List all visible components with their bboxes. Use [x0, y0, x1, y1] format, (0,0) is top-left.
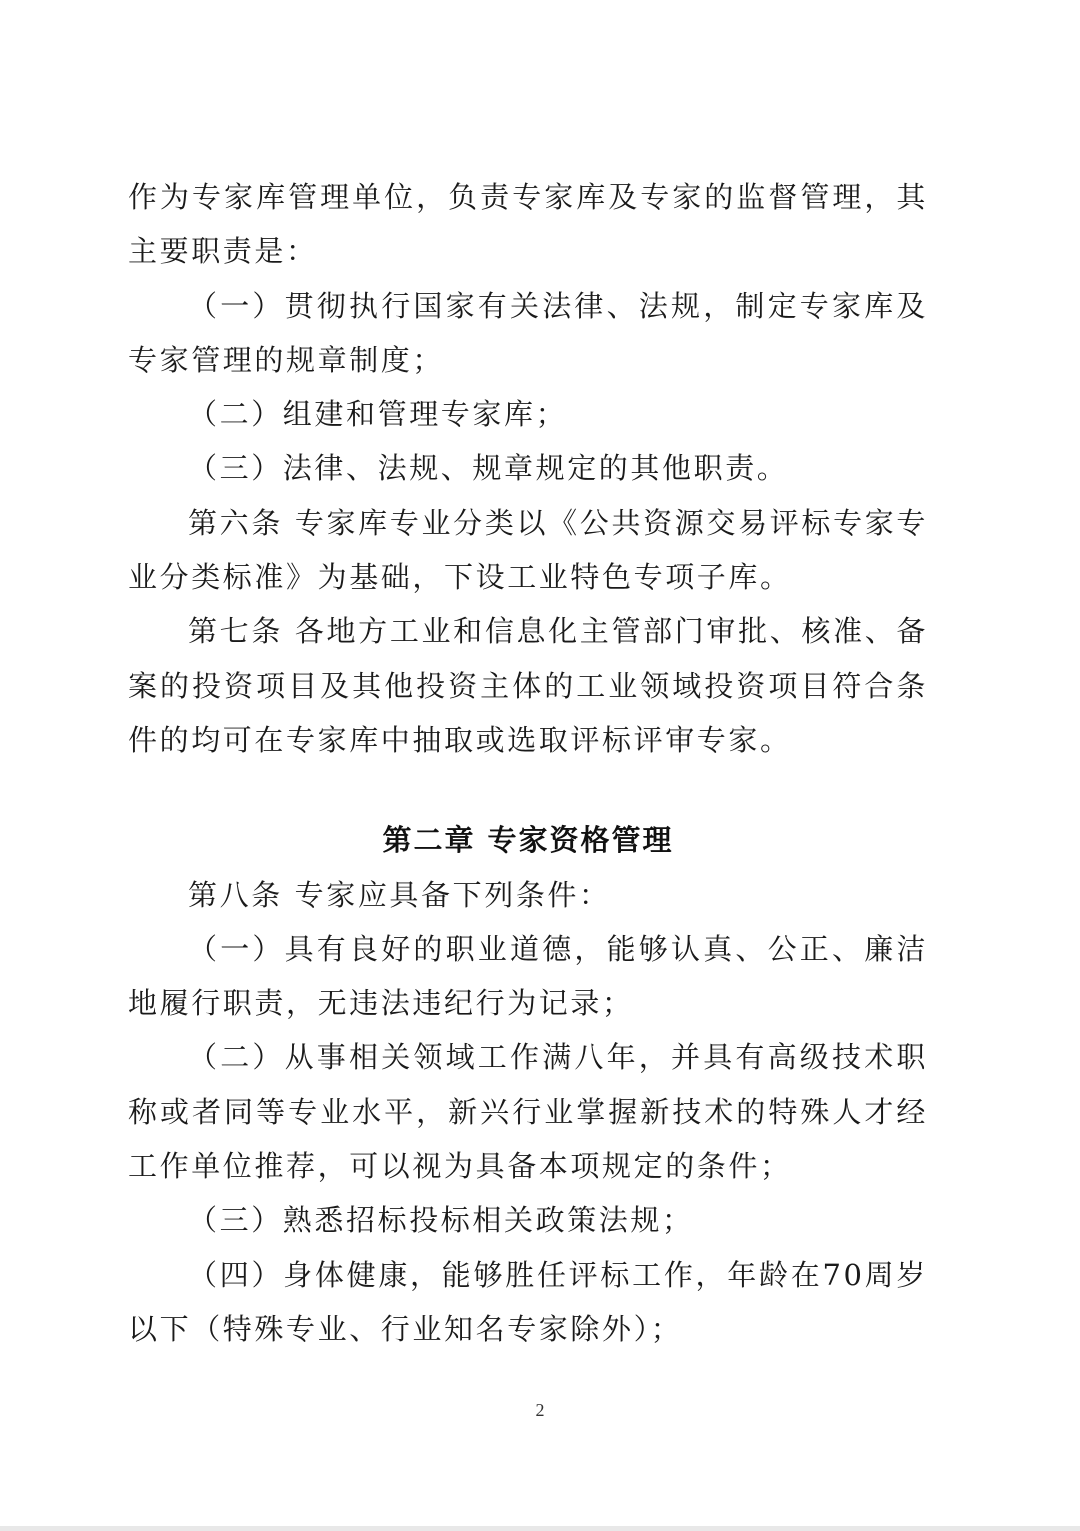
article-8: 第八条 专家应具备下列条件： [188, 877, 611, 912]
paragraph-continuation: 作为专家库管理单位，负责专家库及专家的监督管理，其主要职责是： [128, 180, 928, 269]
paragraph-item-3: （三）法律、法规、规章规定的其他职责。 [188, 451, 789, 486]
condition-4: （四）身体健康，能够胜任评标工作，年龄在70周岁以下（特殊专业、行业知名专家除外）； [128, 1257, 928, 1346]
article-6: 第六条 专家库专业分类以《公共资源交易评标专家专业分类标准》为基础，下设工业特色专项子库。 [128, 505, 928, 595]
condition-1: （一）具有良好的职业道德，能够认真、公正、廉洁地履行职责，无违法违纪行为记录； [128, 931, 928, 1021]
article-7: 第七条 各地方工业和信息化主管部门审批、核准、备案的投资项目及其他投资主体的工业领域投资项目符合条件的均可在专家库中抽取或选取评标评审专家。 [128, 614, 928, 757]
page-number: 2 [535, 1400, 545, 1420]
scan-edge [0, 1526, 1080, 1531]
paragraph-item-2: （二）组建和管理专家库； [188, 397, 568, 432]
condition-3: （三）熟悉招标投标相关政策法规； [188, 1203, 694, 1238]
chapter-title: 第二章 专家资格管理 [382, 823, 674, 858]
condition-2: （二）从事相关领域工作满八年，并具有高级技术职称或者同等专业水平，新兴行业掌握新技术的特殊人才经工作单位推荐，可以视为具备本项规定的条件； [128, 1040, 928, 1184]
paragraph-item-1: （一）贯彻执行国家有关法律、法规，制定专家库及专家管理的规章制度； [128, 288, 928, 377]
document-body [128, 170, 928, 1356]
